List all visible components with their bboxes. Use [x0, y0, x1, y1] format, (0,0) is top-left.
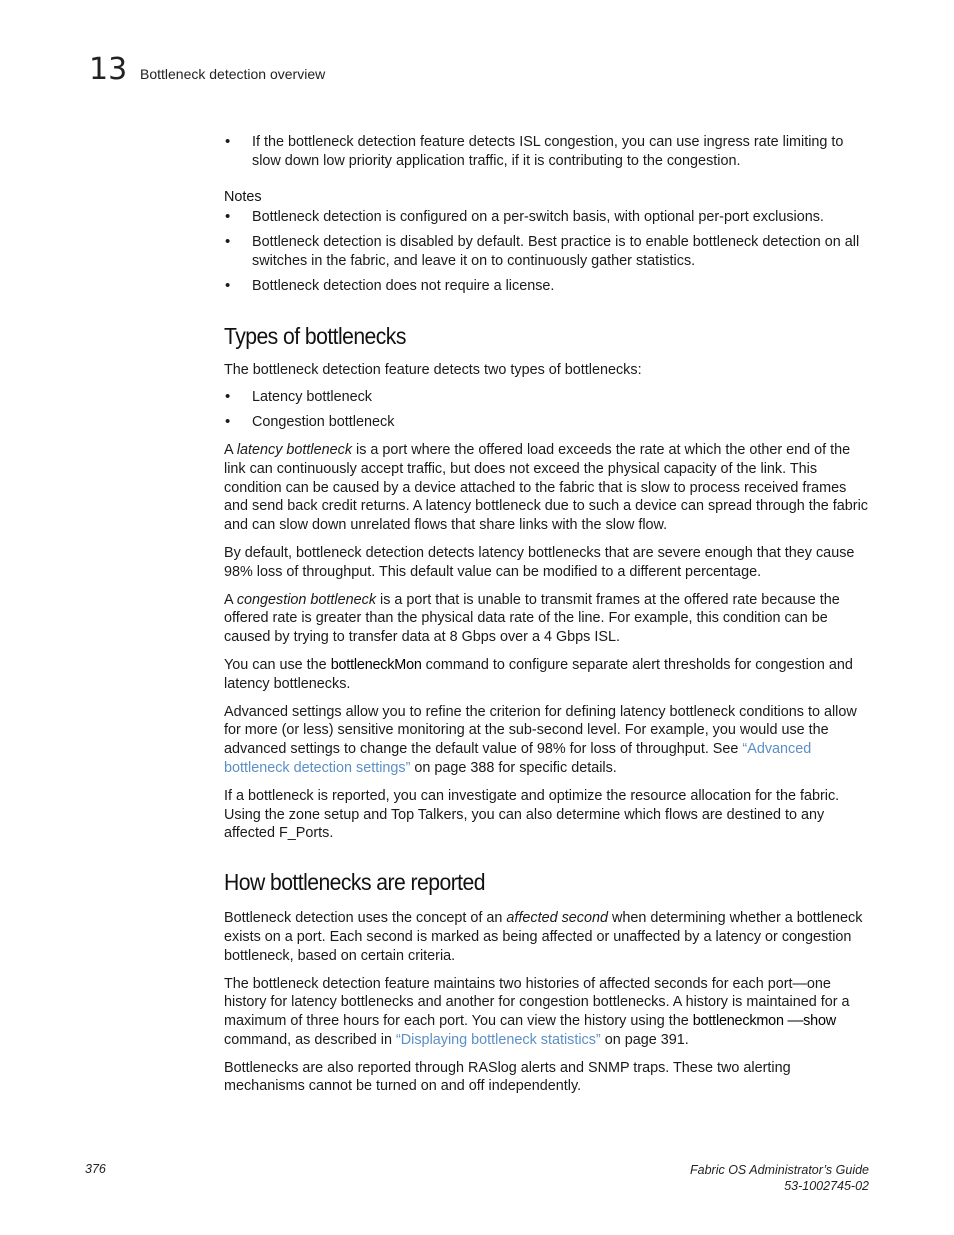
investigate-paragraph: If a bottleneck is reported, you can investigate and optimize the resource allocation for the fabric. Using the zone setup and Top Talkers, you can also determine which flows are destined to any affected F_Ports. [224, 787, 840, 842]
list-item: • Latency bottleneck [224, 388, 868, 407]
list-item: • Bottleneck detection is configured on a per-switch basis, with optional per-port exclusions. [224, 208, 868, 227]
latency-paragraph: A latency bottleneck is a port where the offered load exceeds the rate at which the other end of the link can continuously accept traffic, but does not exceed the physical capacity of the link. This condition can be caused by a device attached to the fabric that is slow to process received frames and send back credit returns. A latency bottleneck due to such a device can spread through the fabric and can slow down unrelated flows that share links with the slow flow. [224, 441, 868, 534]
affected-second-paragraph: Bottleneck detection uses the concept of an affected second when determining whether a bottleneck exists on a port. Each second is marked as being affected or unaffected by a latency or congestion bottleneck, based on certain criteria. [224, 910, 863, 964]
intro-bullet-list [224, 133, 868, 171]
list-item: • If the bottleneck detection feature detects ISL congestion, you can use ingress rate limiting to slow down low priority application traffic, if it is contributing to the congestion. [224, 133, 868, 171]
latency-term: latency bottleneck [236, 441, 353, 458]
footer-info [690, 1162, 869, 1194]
alerts-paragraph: Bottlenecks are also reported through RASlog alerts and SNMP traps. These two alerting mechanisms cannot be turned on and off independently. [224, 1059, 791, 1095]
notes-label: Notes [224, 188, 262, 205]
command-paragraph: You can use the bottleneckMon command to configure separate alert thresholds for congestion and latency bottlenecks. [224, 656, 853, 692]
page-body [224, 133, 868, 1105]
section-heading-types: Types of bottlenecks [224, 322, 406, 349]
section-heading-reported: How bottlenecks are reported [224, 869, 485, 896]
advanced-paragraph: Advanced settings allow you to refine the criterion for defining latency bottleneck conditions to allow for more (or less) sensitive monitoring at the sub-second level. For example, you would use the advanced settings to change the default value of 98% for loss of throughput. See “Advanced bottleneck detection settings” on page 388 for specific details. [224, 703, 857, 776]
congestion-paragraph: A congestion bottleneck is a port that is unable to transmit frames at the offered rate because the offered rate is greater than the physical data rate of the line. For example, this condition can be caused by trying to transfer data at 8 Gbps over a 4 Gbps ISL. [224, 591, 840, 646]
command-name: bottleneckmon ––show [692, 1013, 836, 1030]
list-item: • Bottleneck detection does not require a license. [224, 277, 868, 296]
list-item: • Congestion bottleneck [224, 413, 868, 432]
page-number: 376 [85, 1162, 106, 1176]
default-paragraph: By default, bottleneck detection detects latency bottlenecks that are severe enough that they cause 98% loss of throughput. This default value can be modified to a different percentage. [224, 544, 855, 580]
chapter-number: 13 [89, 52, 128, 87]
command-name: bottleneckMon [330, 656, 422, 673]
notes-list [224, 208, 868, 295]
types-list [224, 388, 868, 432]
doc-number: 53-1002745-02 [784, 1179, 869, 1193]
congestion-term: congestion bottleneck [236, 591, 377, 608]
histories-paragraph: The bottleneck detection feature maintains two histories of affected seconds for each port—one history for latency bottlenecks and another for congestion bottlenecks. A history is maintained for a maximum of three hours for each port. You can view the history using the bottleneckmon ––show command, as described in “Displaying bottleneck statistics” on page 391. [224, 975, 850, 1048]
guide-title: Fabric OS Administrator’s Guide [690, 1163, 869, 1177]
displaying-statistics-link[interactable]: “Displaying bottleneck statistics” [395, 1031, 601, 1048]
affected-second-term: affected second [506, 910, 609, 927]
list-item: • Bottleneck detection is disabled by default. Best practice is to enable bottleneck detection on all switches in the fabric, and leave it on to continuously gather statistics. [224, 233, 868, 271]
chapter-title: Bottleneck detection overview [140, 66, 326, 82]
advanced-settings-link[interactable]: “Advanced bottleneck detection settings” [224, 741, 812, 776]
types-intro: The bottleneck detection feature detects two types of bottlenecks: [224, 361, 642, 378]
